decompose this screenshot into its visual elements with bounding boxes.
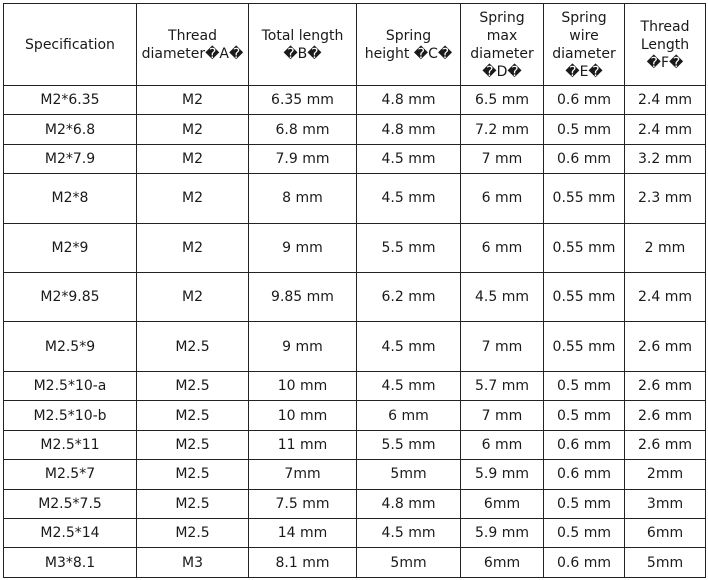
cell-spring-max-diameter: 6.5 mm [461, 86, 544, 115]
cell-thread-diameter: M2 [137, 115, 249, 144]
header-line: diameter [552, 45, 616, 62]
cell-total-length: 8.1 mm [249, 548, 357, 578]
cell-thread-diameter: M2.5 [137, 322, 249, 371]
header-line: Total length [261, 27, 344, 44]
header-specification [4, 4, 137, 86]
cell-thread-length: 2.4 mm [625, 86, 706, 115]
cell-spring-wire-diameter: 0.6 mm [544, 460, 625, 489]
cell-spring-wire-diameter: 0.55 mm [544, 322, 625, 371]
cell-thread-length: 2 mm [625, 223, 706, 272]
cell-thread-length: 2.6 mm [625, 322, 706, 371]
cell-spring-max-diameter: 6 mm [461, 174, 544, 223]
cell-total-length: 9 mm [249, 322, 357, 371]
cell-spring-wire-diameter: 0.6 mm [544, 144, 625, 173]
cell-thread-length: 5mm [625, 548, 706, 578]
cell-specification: M2.5*11 [4, 430, 137, 459]
cell-specification: M2*8 [4, 174, 137, 223]
header-row [4, 4, 706, 86]
cell-specification: M2*6.8 [4, 115, 137, 144]
cell-total-length: 8 mm [249, 174, 357, 223]
cell-spring-height: 4.5 mm [357, 174, 461, 223]
header-line: wire [569, 27, 599, 44]
cell-thread-diameter: M2.5 [137, 519, 249, 548]
header-thread-diameter [137, 4, 249, 86]
table-row [4, 115, 706, 144]
cell-spring-height: 5.5 mm [357, 223, 461, 272]
cell-spring-height: 5mm [357, 548, 461, 578]
cell-spring-height: 4.8 mm [357, 86, 461, 115]
cell-thread-diameter: M2 [137, 174, 249, 223]
cell-thread-length: 6mm [625, 519, 706, 548]
header-line: diameter�A� [141, 45, 244, 62]
cell-spring-height: 4.8 mm [357, 115, 461, 144]
cell-thread-diameter: M2 [137, 144, 249, 173]
cell-total-length: 6.35 mm [249, 86, 357, 115]
cell-spring-height: 5.5 mm [357, 430, 461, 459]
cell-total-length: 11 mm [249, 430, 357, 459]
cell-thread-length: 2.4 mm [625, 273, 706, 322]
header-line: �B� [283, 45, 322, 62]
cell-thread-diameter: M2 [137, 86, 249, 115]
cell-specification: M2.5*7 [4, 460, 137, 489]
header-spring-wire-diameter [544, 4, 625, 86]
table-row [4, 401, 706, 430]
cell-thread-diameter: M3 [137, 548, 249, 578]
header-line: Specification [25, 36, 115, 53]
cell-total-length: 7mm [249, 460, 357, 489]
table-row [4, 223, 706, 272]
table-row [4, 371, 706, 400]
cell-thread-length: 2.4 mm [625, 115, 706, 144]
cell-spring-max-diameter: 6 mm [461, 223, 544, 272]
header-spring-height [357, 4, 461, 86]
cell-spring-wire-diameter: 0.55 mm [544, 223, 625, 272]
table-row [4, 322, 706, 371]
cell-spring-wire-diameter: 0.6 mm [544, 548, 625, 578]
cell-spring-wire-diameter: 0.5 mm [544, 401, 625, 430]
table-row [4, 144, 706, 173]
header-line: Thread [168, 27, 217, 44]
cell-spring-height: 6 mm [357, 401, 461, 430]
cell-spring-height: 4.5 mm [357, 144, 461, 173]
cell-spring-max-diameter: 5.9 mm [461, 519, 544, 548]
cell-thread-length: 2.6 mm [625, 430, 706, 459]
cell-spring-max-diameter: 7 mm [461, 322, 544, 371]
header-line: �F� [646, 54, 684, 71]
cell-spring-max-diameter: 6mm [461, 548, 544, 578]
table-row [4, 273, 706, 322]
cell-thread-length: 2.6 mm [625, 371, 706, 400]
cell-total-length: 6.8 mm [249, 115, 357, 144]
cell-thread-length: 2mm [625, 460, 706, 489]
cell-spring-height: 4.5 mm [357, 519, 461, 548]
table-row [4, 460, 706, 489]
cell-specification: M2*9.85 [4, 273, 137, 322]
header-thread-length [625, 4, 706, 86]
cell-total-length: 14 mm [249, 519, 357, 548]
cell-specification: M2.5*7.5 [4, 489, 137, 518]
table-row [4, 86, 706, 115]
spec-table [3, 3, 706, 578]
cell-thread-diameter: M2.5 [137, 401, 249, 430]
cell-spring-max-diameter: 5.7 mm [461, 371, 544, 400]
header-line: Spring [479, 9, 525, 26]
header-line: diameter [470, 45, 534, 62]
table-row [4, 489, 706, 518]
cell-thread-diameter: M2.5 [137, 371, 249, 400]
header-line: height �C� [364, 45, 453, 62]
cell-thread-length: 3.2 mm [625, 144, 706, 173]
cell-spring-max-diameter: 7.2 mm [461, 115, 544, 144]
cell-specification: M2*9 [4, 223, 137, 272]
header-total-length [249, 4, 357, 86]
cell-spring-height: 4.5 mm [357, 371, 461, 400]
cell-spring-height: 4.5 mm [357, 322, 461, 371]
cell-specification: M2.5*14 [4, 519, 137, 548]
cell-specification: M2.5*10-a [4, 371, 137, 400]
cell-total-length: 9 mm [249, 223, 357, 272]
cell-thread-length: 2.3 mm [625, 174, 706, 223]
cell-total-length: 10 mm [249, 401, 357, 430]
header-line: Length [640, 36, 690, 53]
header-line: Spring [385, 27, 432, 44]
cell-spring-max-diameter: 7 mm [461, 144, 544, 173]
cell-specification: M3*8.1 [4, 548, 137, 578]
cell-specification: M2*6.35 [4, 86, 137, 115]
cell-spring-height: 5mm [357, 460, 461, 489]
cell-specification: M2.5*10-b [4, 401, 137, 430]
cell-spring-height: 4.8 mm [357, 489, 461, 518]
cell-thread-diameter: M2 [137, 223, 249, 272]
cell-spring-wire-diameter: 0.5 mm [544, 371, 625, 400]
cell-thread-length: 2.6 mm [625, 401, 706, 430]
cell-spring-max-diameter: 7 mm [461, 401, 544, 430]
cell-spring-height: 6.2 mm [357, 273, 461, 322]
table-row [4, 548, 706, 578]
cell-spring-wire-diameter: 0.6 mm [544, 86, 625, 115]
cell-total-length: 10 mm [249, 371, 357, 400]
cell-spring-max-diameter: 6 mm [461, 430, 544, 459]
table-row [4, 519, 706, 548]
cell-thread-diameter: M2.5 [137, 489, 249, 518]
header-spring-max-diameter [461, 4, 544, 86]
table-body [4, 86, 706, 578]
cell-spring-wire-diameter: 0.5 mm [544, 519, 625, 548]
header-line: �D� [482, 63, 522, 80]
table-row [4, 430, 706, 459]
header-line: Spring [561, 9, 607, 26]
header-line: max [486, 27, 518, 44]
cell-thread-diameter: M2 [137, 273, 249, 322]
cell-total-length: 7.9 mm [249, 144, 357, 173]
cell-spring-max-diameter: 6mm [461, 489, 544, 518]
cell-spring-wire-diameter: 0.6 mm [544, 430, 625, 459]
cell-spring-max-diameter: 5.9 mm [461, 460, 544, 489]
cell-specification: M2*7.9 [4, 144, 137, 173]
cell-total-length: 7.5 mm [249, 489, 357, 518]
cell-thread-length: 3mm [625, 489, 706, 518]
cell-thread-diameter: M2.5 [137, 460, 249, 489]
cell-spring-max-diameter: 4.5 mm [461, 273, 544, 322]
cell-spring-wire-diameter: 0.55 mm [544, 174, 625, 223]
cell-thread-diameter: M2.5 [137, 430, 249, 459]
table-row [4, 174, 706, 223]
cell-spring-wire-diameter: 0.5 mm [544, 115, 625, 144]
cell-specification: M2.5*9 [4, 322, 137, 371]
cell-total-length: 9.85 mm [249, 273, 357, 322]
cell-spring-wire-diameter: 0.5 mm [544, 489, 625, 518]
header-line: �E� [565, 63, 603, 80]
cell-spring-wire-diameter: 0.55 mm [544, 273, 625, 322]
header-line: Thread [640, 18, 690, 35]
